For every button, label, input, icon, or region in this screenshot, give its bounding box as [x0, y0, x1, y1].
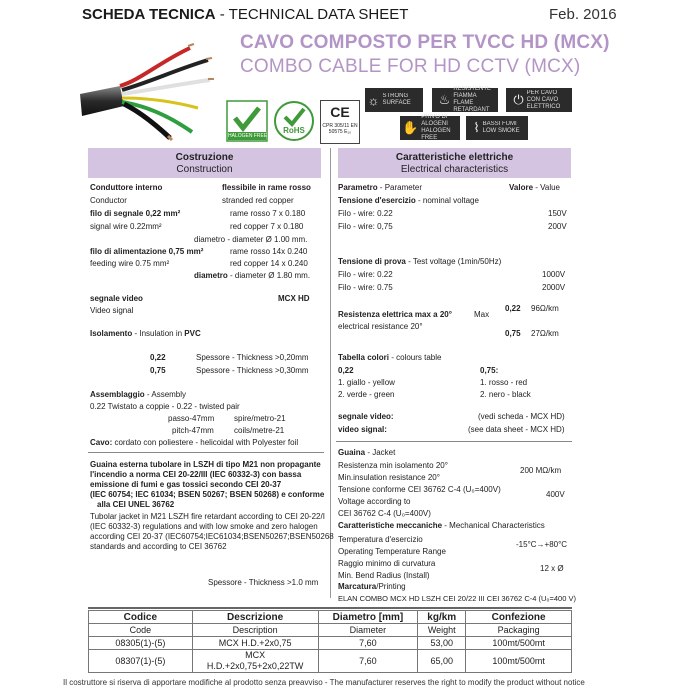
electrical-section-header: Caratteristiche elettriche Electrical characteristics	[338, 148, 571, 178]
table-cell: 08307(1)-(5)	[89, 650, 193, 673]
colour-row: 1. rosso - red	[480, 378, 528, 387]
table-header-cell: Diametro [mm]	[318, 611, 418, 624]
colour-row: 2. nero - black	[480, 390, 531, 399]
smoke-icon: ⌇	[473, 120, 480, 135]
table-top-rule	[88, 607, 572, 609]
test-voltage-row-value: 2000V	[542, 283, 566, 292]
table-header-cell: Code	[89, 624, 193, 637]
colour-row: 2. verde - green	[338, 390, 395, 399]
power-wire-label: filo di alimentazione 0,75 mm²	[90, 247, 204, 256]
halogen-free-logo: HALOGEN FREE	[226, 100, 268, 142]
temperature-value: -15°C→+80°C	[516, 540, 568, 549]
conductor-value-en: stranded red copper	[222, 196, 294, 205]
signal-wire-value-en: red copper 7 x 0.180	[230, 222, 304, 231]
conductor-label: Conduttore interno	[90, 183, 163, 192]
cable-foil-line: Cavo: cordato con poliestere - helicoidal with Polyester foil	[90, 438, 299, 447]
table-cell: 53,00	[418, 637, 466, 650]
jacket-description-en: Tubolar jacket in M21 LSZH fire retardant according to CEI 20-22/I (IEC 60332-3) regulations and with low smoke and zero halogen according CEI 20-37 (IEC60754;IEC61034;BSEN50267;BSEN50268 standards and according to CEI 36762	[90, 512, 334, 551]
resistance-size-2: 0,75	[505, 329, 521, 338]
marking-text: ELAN COMBO MCX HD LSZH CEI 20/22 III CEI 36762 C-4 (U₀=400 V)	[338, 594, 576, 603]
signal-wire-label-en: signal wire 0.22mm²	[90, 222, 162, 231]
insulation-size-1: 0,22	[150, 353, 166, 362]
video-signal-value-right-en: (see data sheet - MCX HD)	[468, 425, 565, 434]
resistance-value-1: 96Ω/km	[531, 304, 559, 313]
table-cell: MCX H.D.+2x0,75	[192, 637, 318, 650]
power-wire-label-en: feeding wire 0.75 mm²	[90, 259, 170, 268]
table-header-cell: Packaging	[466, 624, 572, 637]
op-voltage-row-value: 150V	[548, 209, 567, 218]
colour-col-022: 0,22	[338, 366, 354, 375]
colour-table-label: Tabella colori - colours table	[338, 353, 442, 362]
op-voltage-row-label: Filo - wire: 0.22	[338, 209, 393, 218]
jacket-description-it: Guaina esterna tubolare in LSZH di tipo M21 non propagante l'incendio a norma CEI 20-22/III (IEC 60332-3) con bassa emissione di fumi e gas tossici secondo CEI 20-37 (IEC 60754; IEC 61034; BSEN 50267; BSEN 50268) e conforme alla CEI UNEL 36762	[90, 460, 325, 509]
plug-icon: ⏻	[513, 92, 524, 107]
operating-voltage-label: Tensione d'esercizio - nominal voltage	[338, 196, 479, 205]
resistance-label: Resistenza elettrica max a 20°	[338, 310, 452, 319]
signal-wire-diameter: diametro - diameter Ø 1.00 mm.	[194, 235, 308, 244]
resistance-max: Max	[474, 310, 490, 319]
insulation-label: Isolamento - Insulation in PVC	[90, 329, 201, 338]
op-voltage-row-label: Filo - wire: 0,75	[338, 222, 393, 231]
pitch-it: passo-47mm	[168, 414, 215, 423]
value-header: Valore - Value	[509, 183, 560, 192]
video-signal-value-right: (vedi scheda - MCX HD)	[478, 412, 565, 421]
video-signal-label-en: Video signal	[90, 306, 134, 315]
table-header-cell: Descrizione	[192, 611, 318, 624]
table-header-cell: Confezione	[466, 611, 572, 624]
signal-wire-label: filo di segnale 0,22 mm²	[90, 209, 181, 218]
signal-wire-value: rame rosso 7 x 0.180	[230, 209, 306, 218]
table-cell: 100mt/500mt	[466, 637, 572, 650]
rohs-logo: RoHS	[273, 100, 315, 142]
video-signal-value: MCX HD	[278, 294, 310, 303]
insulation-size-2: 0,75	[150, 366, 166, 375]
feature-plug: ⏻ PER CAVO CON CAVO ELETTRICO	[506, 88, 572, 112]
video-signal-label: segnale video	[90, 294, 143, 303]
op-voltage-row-value: 200V	[548, 222, 567, 231]
table-row	[89, 650, 572, 673]
table-header-cell: kg/km	[418, 611, 466, 624]
resistance-size-1: 0,22	[505, 304, 521, 313]
table-cell: 7,60	[318, 650, 418, 673]
test-voltage-row-label: Filo - wire: 0.75	[338, 283, 393, 292]
resistance-value-2: 27Ω/km	[531, 329, 559, 338]
colour-row: 1. giallo - yellow	[338, 378, 395, 387]
ce-mark-logo: CE CPR 305/11 EN 50575 E₁₀	[320, 100, 360, 144]
product-title-en: COMBO CABLE FOR HD CCTV (MCX)	[240, 56, 581, 77]
table-header-cell: Diameter	[318, 624, 418, 637]
pitch-en: pitch-47mm	[172, 426, 214, 435]
document-date: Feb. 2016	[549, 6, 617, 23]
marking-label: Marcatura/Printing	[338, 582, 406, 591]
assembly-line: 0.22 Twistato a coppie - 0.22 - twisted pair	[90, 402, 240, 411]
power-wire-value-en: red copper 14 x 0.240	[230, 259, 308, 268]
table-cell: 65,00	[418, 650, 466, 673]
resistance-label-en: electrical resistance 20°	[338, 322, 423, 331]
table-cell: MCX H.D.+2x0,75+2x0,22TW	[192, 650, 318, 673]
table-header-row	[89, 611, 572, 624]
feature-halogen: ✋ PRIVO DI ALOGENI HALOGEN FREE	[400, 116, 460, 140]
halogen-icon: ✋	[402, 120, 419, 135]
feature-sun: ☼ STRONG SURFACE	[365, 88, 423, 112]
power-wire-diameter: diametro - diameter Ø 1.80 mm.	[194, 271, 311, 280]
mechanical-label: Caratteristiche meccaniche - Mechanical Characteristics	[338, 521, 545, 530]
divider	[336, 441, 572, 442]
coils-en: coils/metre-21	[234, 426, 285, 435]
bend-radius-value: 12 x Ø	[540, 564, 564, 573]
test-voltage-row-label: Filo - wire: 0.22	[338, 270, 393, 279]
table-header-cell: Description	[192, 624, 318, 637]
insulation-resistance-value: 200 MΩ/km	[520, 466, 562, 475]
conductor-value: flessibile in rame rosso	[222, 183, 311, 192]
video-signal-label-right-en: video signal:	[338, 425, 387, 434]
table-cell: 08305(1)-(5)	[89, 637, 193, 650]
coils-it: spire/metro-21	[234, 414, 286, 423]
test-voltage-label: Tensione di prova - Test voltage (1min/50Hz)	[338, 257, 502, 266]
feature-flame: ♨ RESISTENTE FIAMMA FLAME RETARDANT	[432, 88, 498, 112]
footer-disclaimer: Il costruttore si riserva di apportare modifiche al prodotto senza preavviso - The manufacturer reserves the right to modify the product without notice	[63, 678, 585, 687]
conductor-label-en: Conductor	[90, 196, 127, 205]
product-title-it: CAVO COMPOSTO PER TVCC HD (MCX)	[240, 32, 610, 53]
construction-section-header: Costruzione Construction	[88, 148, 321, 178]
jacket-voltage-value: 400V	[546, 490, 565, 499]
jacket-details: Resistenza min isolamento 20° Min.insulation resistance 20° Tensione conforme CEI 36762 C-4 (U₀=400V) Voltage according to CEI 36762 C-4 (U₀=400V)	[338, 461, 501, 518]
document-title: SCHEDA TECNICA - TECHNICAL DATA SHEET	[82, 6, 409, 23]
jacket-label: Guaina - Jacket	[338, 448, 396, 457]
feature-smoke: ⌇ BASSI FUMI LOW SMOKE	[466, 116, 528, 140]
table-cell: 7,60	[318, 637, 418, 650]
product-codes-table	[88, 610, 572, 673]
sun-icon: ☼	[367, 92, 380, 108]
cable-image	[80, 32, 220, 144]
insulation-thickness-2: Spessore - Thickness >0,30mm	[196, 366, 309, 375]
insulation-thickness-1: Spessore - Thickness >0,20mm	[196, 353, 309, 362]
test-voltage-row-value: 1000V	[542, 270, 566, 279]
jacket-thickness: Spessore - Thickness >1.0 mm	[208, 578, 319, 587]
table-row	[89, 637, 572, 650]
parameter-header: Parametro - Parameter	[338, 183, 423, 192]
fire-icon: ♨	[438, 92, 451, 107]
video-signal-label-right: segnale video:	[338, 412, 394, 421]
mechanical-details: Temperatura d'esercizio Operating Temperature Range Raggio minimo di curvatura Min. Bend Radius (Install)	[338, 535, 446, 580]
table-header-row-en	[89, 624, 572, 637]
table-header-cell: Weight	[418, 624, 466, 637]
table-cell: 100mt/500mt	[466, 650, 572, 673]
divider	[88, 452, 324, 453]
assembly-label: Assemblaggio - Assembly	[90, 390, 187, 399]
colour-col-075: 0,75:	[480, 366, 499, 375]
power-wire-value: rame rosso 14x 0.240	[230, 247, 308, 256]
table-header-cell: Codice	[89, 611, 193, 624]
